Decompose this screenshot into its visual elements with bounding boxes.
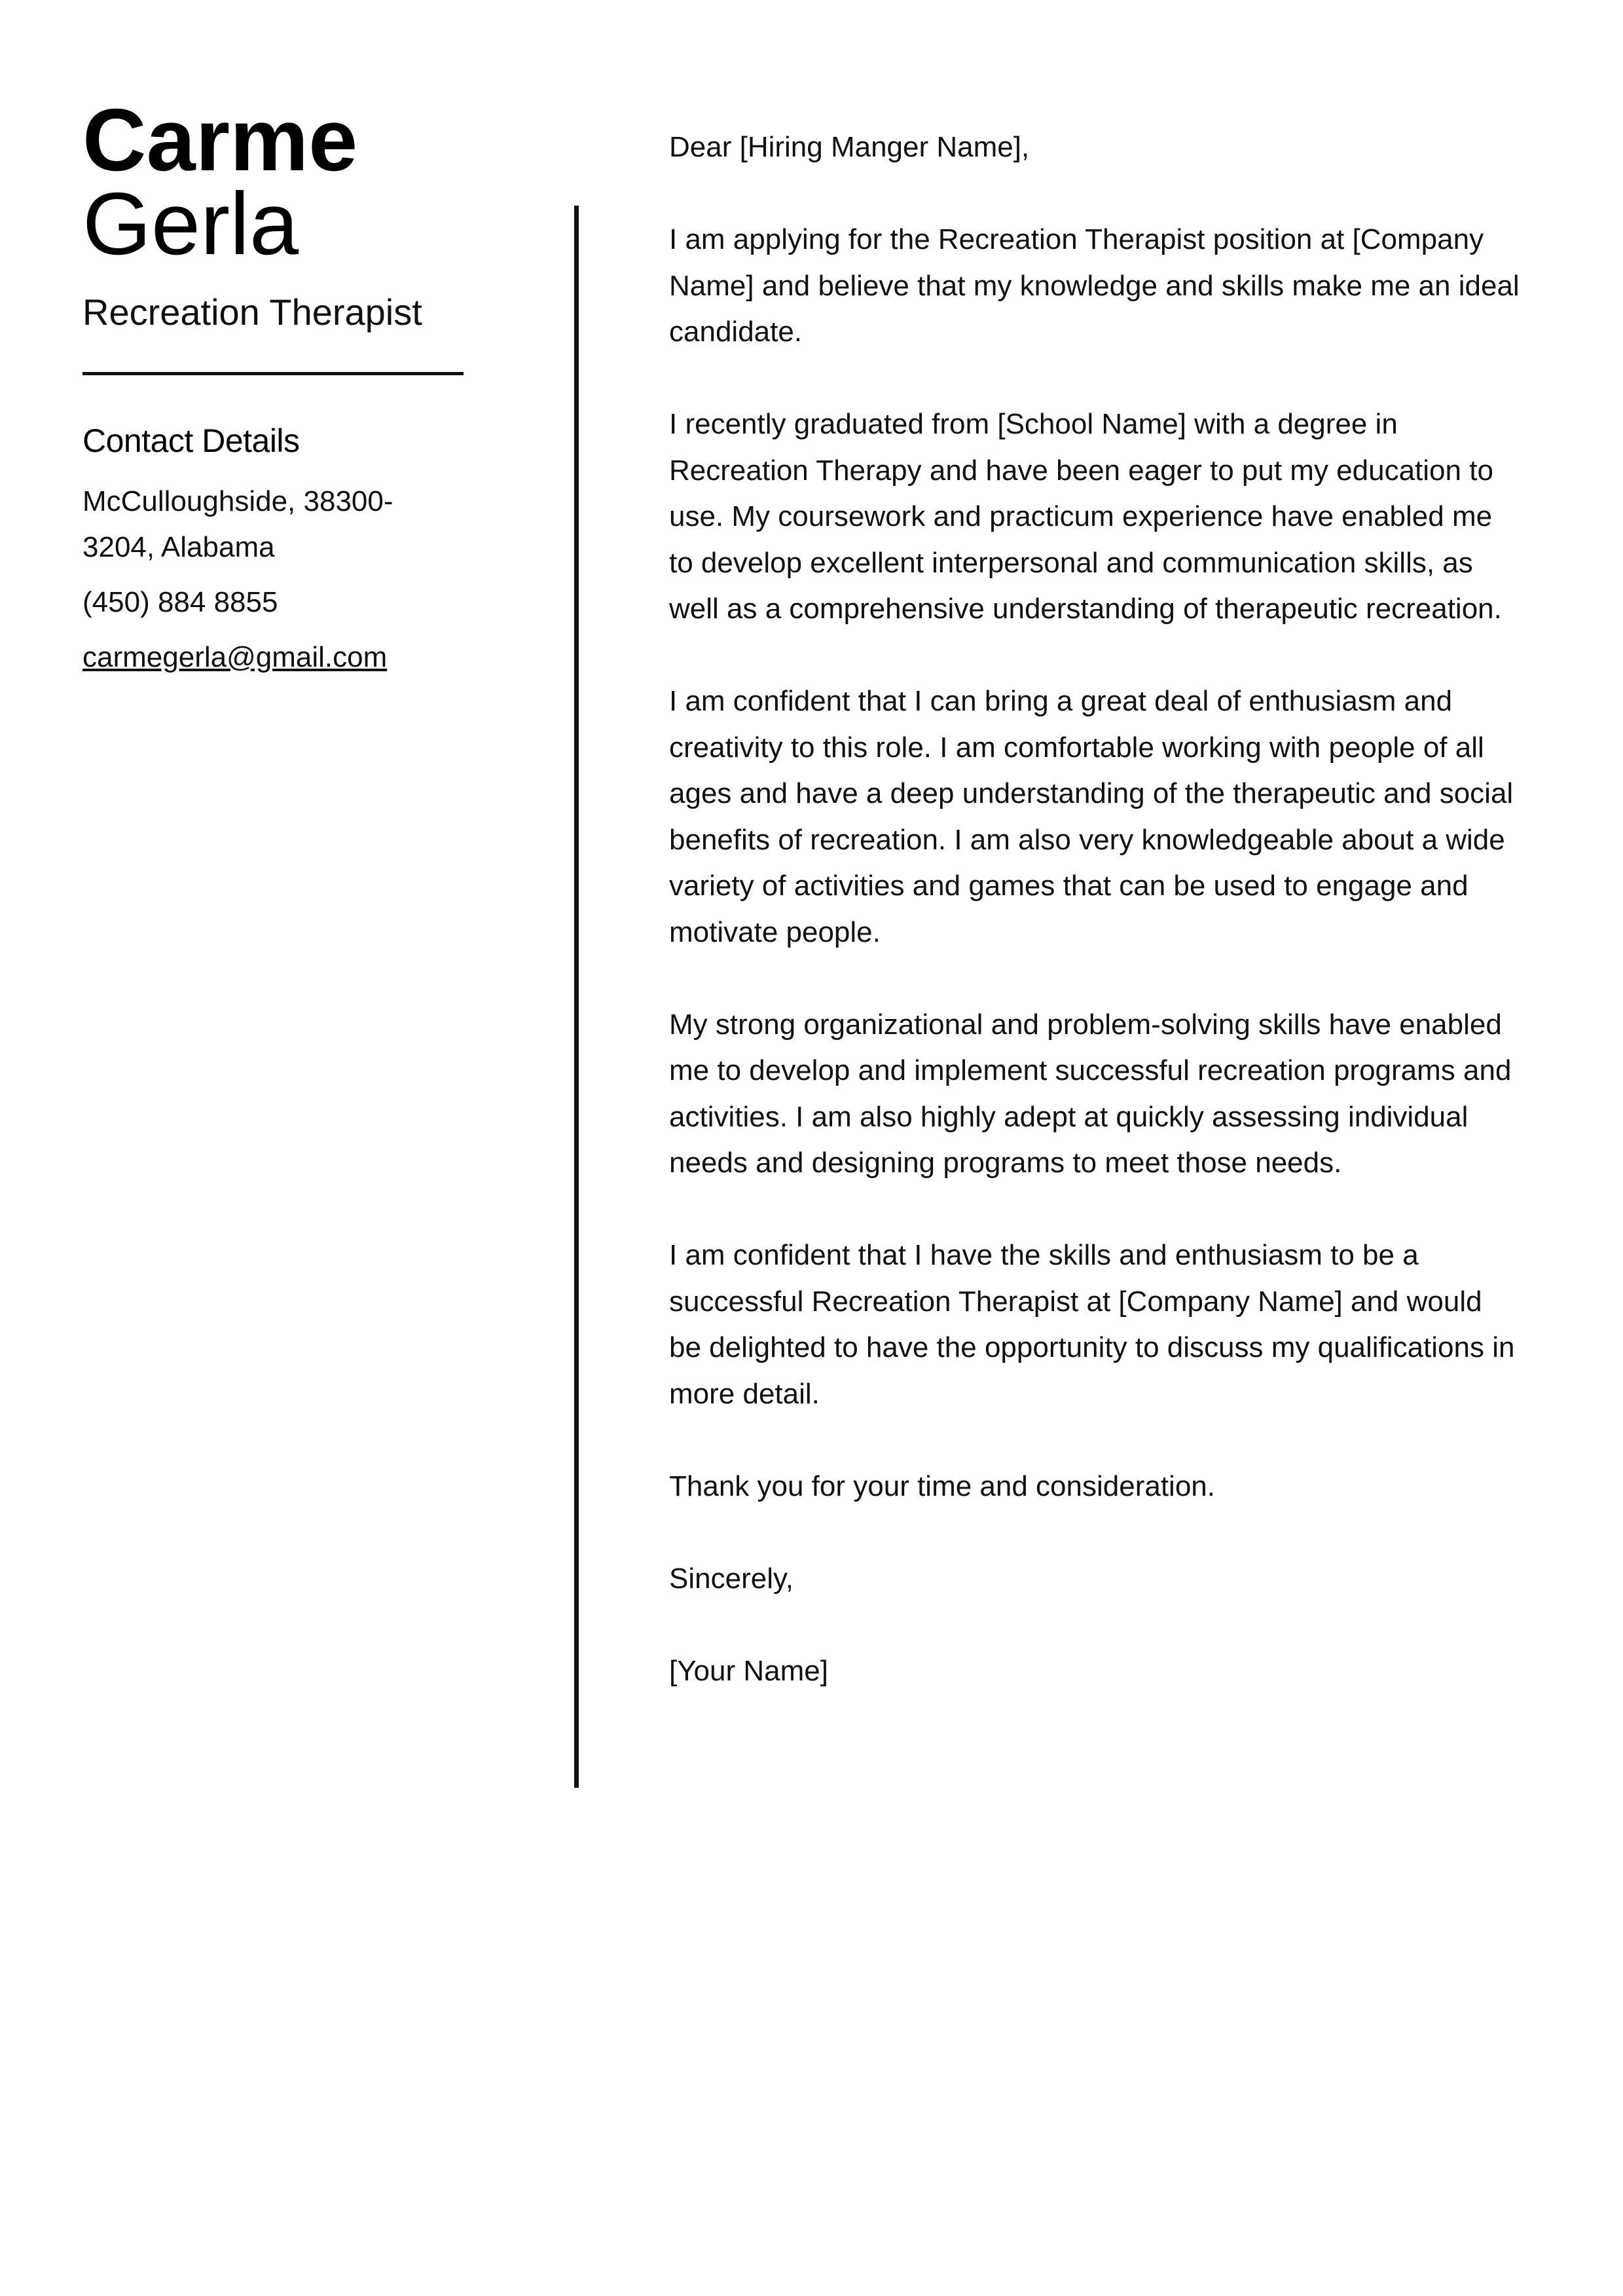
contact-phone: (450) 884 8855 [82, 586, 278, 618]
contact-email-link[interactable]: carmegerla@gmail.com [82, 641, 388, 673]
closing: Sincerely, [669, 1562, 793, 1595]
last-name: Gerla [82, 174, 299, 273]
letter-body [669, 124, 1520, 1741]
contact-details [82, 479, 475, 680]
letter-paragraph: I am confident that I have the skills and enthusiasm to be a successful Recreation Therapist at [Company Name] and would be delighted to have the opportunity to discuss my qualifications in more detail. [669, 1239, 1515, 1410]
job-title: Recreation Therapist [82, 291, 422, 333]
sidebar [82, 90, 475, 690]
contact-address: McCulloughside, 38300-3204, Alabama [82, 485, 393, 563]
contact-details-heading: Contact Details [82, 422, 300, 459]
letter-paragraph: I recently graduated from [School Name] with a degree in Recreation Therapy and have been eager to put my education to use. My coursework and practicum experience have enabled me to develop excellent interpersonal and communication skills, as well as a comprehensive understanding of therapeutic recreation. [669, 408, 1502, 625]
header-divider [82, 372, 464, 375]
letter-paragraph: I am applying for the Recreation Therapist position at [Company Name] and believe that my knowledge and skills make me an ideal candidate. [669, 223, 1520, 348]
letter-paragraph: My strong organizational and problem-solving skills have enabled me to develop and implement successful recreation programs and activities. I am also highly adept at quickly assessing individual needs and designing programs to meet those needs. [669, 1008, 1512, 1179]
salutation: Dear [Hiring Manger Name], [669, 131, 1030, 163]
vertical-divider [574, 206, 579, 1788]
signature: [Your Name] [669, 1654, 828, 1687]
letter-paragraph: Thank you for your time and consideration. [669, 1470, 1216, 1502]
candidate-name [82, 90, 475, 273]
first-name: Carme [82, 90, 358, 189]
letter-paragraph: I am confident that I can bring a great deal of enthusiasm and creativity to this role. I am comfortable working with people of all ages and have a deep understanding of the therapeutic and social benefits of recreation. I am also very knowledgeable about a wide variety of activities and games that can be used to engage and motivate people. [669, 685, 1514, 948]
